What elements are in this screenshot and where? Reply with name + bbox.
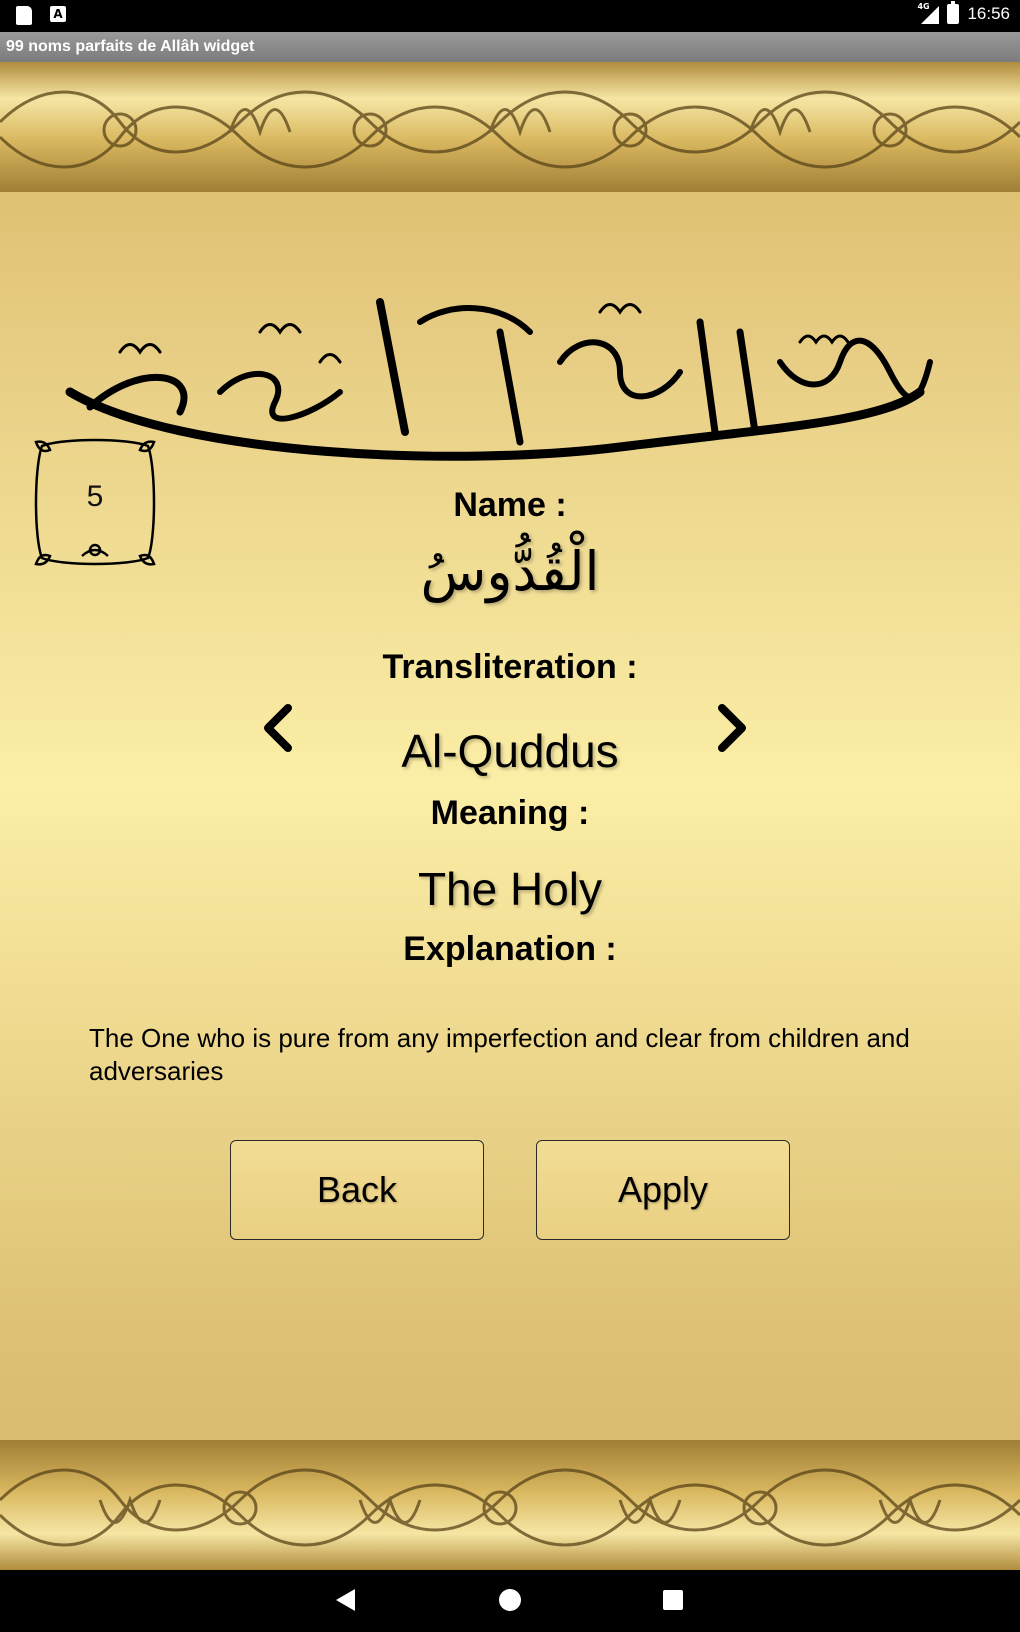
arabic-name: الْقُدُّوسُ — [420, 540, 600, 603]
next-name-arrow-icon[interactable] — [712, 700, 752, 756]
transliteration-label: Transliteration : — [382, 648, 638, 686]
sd-card-icon — [16, 6, 32, 25]
explanation-label: Explanation : — [403, 930, 617, 968]
app-title-bar — [0, 32, 1020, 62]
nav-home-icon[interactable] — [499, 1589, 521, 1611]
apply-button[interactable]: Apply — [536, 1140, 790, 1240]
status-left-icons — [16, 6, 66, 25]
name-number: 5 — [86, 480, 104, 513]
bismillah-calligraphy — [60, 242, 960, 482]
main-content — [0, 62, 1020, 1570]
battery-charging-icon — [947, 4, 959, 24]
back-button[interactable]: Back — [230, 1140, 484, 1240]
signal-icon — [917, 4, 939, 24]
meaning-label: Meaning : — [430, 794, 590, 832]
meaning-value: The Holy — [417, 863, 603, 915]
a-notification-icon: A — [50, 6, 66, 22]
status-time: 16:56 — [967, 4, 1010, 23]
transliteration-value: Al-Quddus — [401, 725, 619, 777]
explanation-text: The One who is pure from any imperfection and clear from children and adversaries — [89, 1023, 910, 1086]
app-title: 99 noms parfaits de Allâh widget — [6, 38, 255, 55]
nav-back-icon[interactable] — [336, 1589, 355, 1611]
name-label: Name : — [453, 486, 567, 524]
network-type: 4G — [917, 2, 930, 11]
ornamental-border-bottom — [0, 1440, 1020, 1570]
nav-recents-icon[interactable] — [663, 1590, 683, 1610]
ornamental-border-top — [0, 62, 1020, 192]
system-nav-bar — [0, 1570, 1020, 1632]
status-bar — [0, 0, 1020, 32]
status-right-icons — [917, 4, 1010, 24]
